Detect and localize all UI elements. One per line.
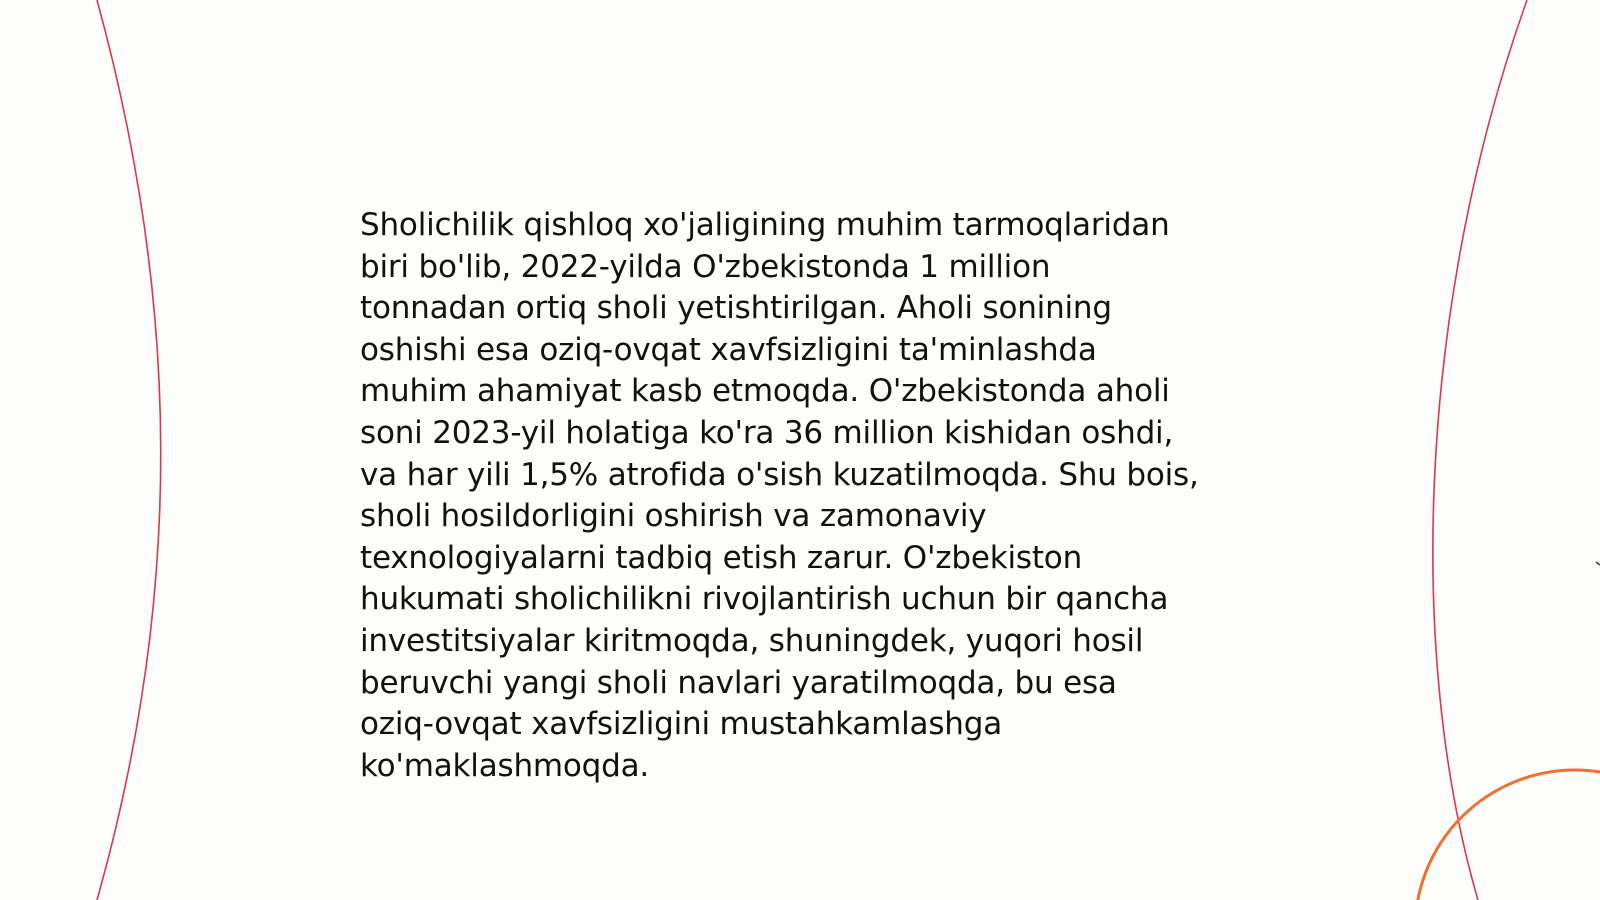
body-line: texnologiyalarni tadbiq etish zarur. O'zbekiston — [360, 539, 1083, 576]
body-line: Sholichilik qishloq xo'jaligining muhim tarmoqlaridan — [360, 207, 1170, 243]
body-line: sholi hosildorligini oshirish va zamonaviy — [360, 498, 987, 535]
body-line: ko'maklashmoqda. — [360, 747, 650, 784]
body-line: va har yili 1,5% atrofida o'sish kuzatilmoqda. Shu bois, — [360, 456, 1199, 493]
body-line: investitsiyalar kiritmoqda, shuningdek, yuqori hosil — [360, 622, 1144, 659]
body-line: soni 2023-yil holatiga ko'ra 36 million kishidan oshdi, — [360, 414, 1174, 451]
body-paragraph — [360, 205, 1260, 787]
body-line: hukumati sholichilikni rivojlantirish uchun bir qancha — [360, 581, 1169, 618]
bottom-right-accent-arc — [1415, 770, 1600, 900]
body-line: oshishi esa oziq-ovqat xavfsizligini ta'minlashda — [360, 331, 1097, 368]
right-edge-tick-mark — [1596, 562, 1600, 565]
body-line: oziq-ovqat xavfsizligini mustahkamlashga — [360, 706, 1003, 743]
left-thin-arc — [97, 0, 161, 900]
body-line: tonnadan ortiq sholi yetishtirilgan. Aholi sonining — [360, 290, 1112, 327]
body-line: beruvchi yangi sholi navlari yaratilmoqda, bu esa — [360, 664, 1117, 701]
right-thin-arc — [1433, 0, 1527, 900]
body-line: muhim ahamiyat kasb etmoqda. O'zbekistonda aholi — [360, 373, 1170, 410]
body-line: biri bo'lib, 2022-yilda O'zbekistonda 1 million — [360, 248, 1051, 285]
